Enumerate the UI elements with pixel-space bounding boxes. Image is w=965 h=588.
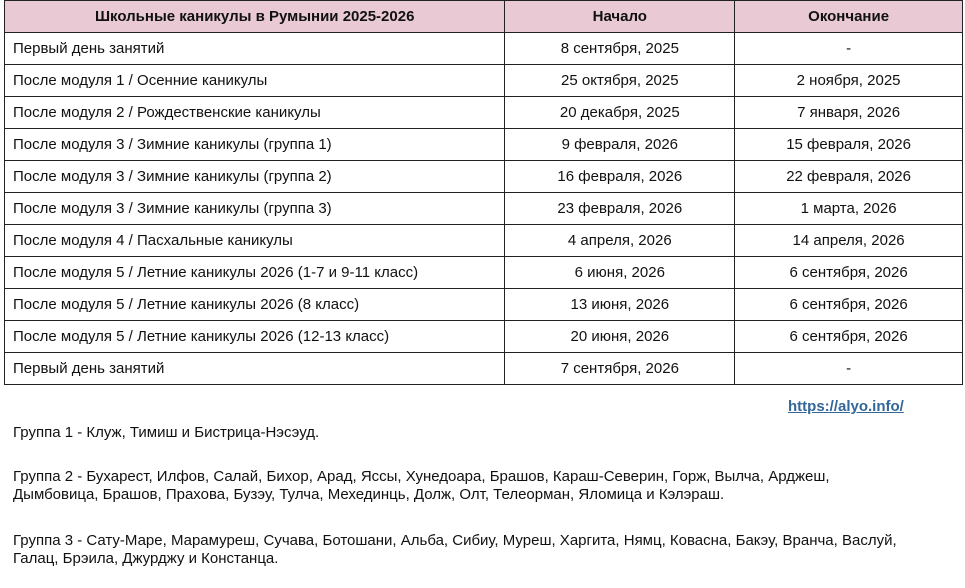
cell-end: 6 сентября, 2026 <box>735 257 963 289</box>
cell-period: После модуля 3 / Зимние каникулы (группа 2) <box>5 161 505 193</box>
group-1-text <box>13 424 319 442</box>
table-row <box>5 33 963 65</box>
cell-end: 6 сентября, 2026 <box>735 321 963 353</box>
group-line: Группа 3 - Сату-Маре, Марамуреш, Сучава, Ботошани, Альба, Сибиу, Муреш, Харгита, Нямц, Ковасна, Бакэу, Вранча, Васлуй, <box>13 532 897 549</box>
cell-start: 9 февраля, 2026 <box>505 129 735 161</box>
cell-start: 8 сентября, 2025 <box>505 33 735 65</box>
table-header-row <box>5 1 963 33</box>
table-row <box>5 257 963 289</box>
group-2-text <box>13 468 830 503</box>
header-start: Начало <box>505 1 735 33</box>
cell-period: После модуля 5 / Летние каникулы 2026 (8 класс) <box>5 289 505 321</box>
table-row <box>5 353 963 385</box>
cell-start: 7 сентября, 2026 <box>505 353 735 385</box>
holidays-table <box>4 0 963 385</box>
cell-start: 6 июня, 2026 <box>505 257 735 289</box>
cell-end: 1 марта, 2026 <box>735 193 963 225</box>
header-period: Школьные каникулы в Румынии 2025-2026 <box>5 1 505 33</box>
cell-period: После модуля 1 / Осенние каникулы <box>5 65 505 97</box>
header-end: Окончание <box>735 1 963 33</box>
cell-period: Первый день занятий <box>5 33 505 65</box>
cell-end: 7 января, 2026 <box>735 97 963 129</box>
cell-start: 20 декабря, 2025 <box>505 97 735 129</box>
cell-start: 20 июня, 2026 <box>505 321 735 353</box>
cell-end: 22 февраля, 2026 <box>735 161 963 193</box>
cell-period: После модуля 5 / Летние каникулы 2026 (12-13 класс) <box>5 321 505 353</box>
table-row <box>5 97 963 129</box>
table-row <box>5 193 963 225</box>
cell-end: - <box>735 353 963 385</box>
cell-end: 15 февраля, 2026 <box>735 129 963 161</box>
cell-start: 25 октября, 2025 <box>505 65 735 97</box>
cell-end: 2 ноября, 2025 <box>735 65 963 97</box>
cell-period: После модуля 3 / Зимние каникулы (группа 1) <box>5 129 505 161</box>
cell-start: 4 апреля, 2026 <box>505 225 735 257</box>
cell-start: 23 февраля, 2026 <box>505 193 735 225</box>
cell-period: После модуля 3 / Зимние каникулы (группа 3) <box>5 193 505 225</box>
cell-period: После модуля 2 / Рождественские каникулы <box>5 97 505 129</box>
table-row <box>5 65 963 97</box>
group-line: Галац, Брэила, Джурджу и Констанца. <box>13 549 279 567</box>
cell-end: 6 сентября, 2026 <box>735 289 963 321</box>
cell-period: После модуля 5 / Летние каникулы 2026 (1-7 и 9-11 класс) <box>5 257 505 289</box>
group-line: Группа 1 - Клуж, Тимиш и Бистрица-Нэсэуд. <box>13 424 320 441</box>
cell-period: Первый день занятий <box>5 353 505 385</box>
table-row <box>5 321 963 353</box>
cell-start: 16 февраля, 2026 <box>505 161 735 193</box>
cell-end: 14 апреля, 2026 <box>735 225 963 257</box>
cell-start: 13 июня, 2026 <box>505 289 735 321</box>
cell-end: - <box>735 33 963 65</box>
group-line: Дымбовица, Брашов, Прахова, Бузэу, Тулча, Мехединць, Долж, Олт, Телеорман, Яломица и Кэлэраш. <box>13 485 725 503</box>
group-3-text <box>13 532 897 567</box>
table-row <box>5 161 963 193</box>
group-line: Группа 2 - Бухарест, Илфов, Салай, Бихор, Арад, Яссы, Хунедоара, Брашов, Караш-Северин, Горж, Вылча, Арджеш, <box>13 468 830 485</box>
cell-period: После модуля 4 / Пасхальные каникулы <box>5 225 505 257</box>
site-link[interactable]: https://alyo.info/ <box>788 398 904 415</box>
table-row <box>5 225 963 257</box>
table-row <box>5 129 963 161</box>
table-row <box>5 289 963 321</box>
